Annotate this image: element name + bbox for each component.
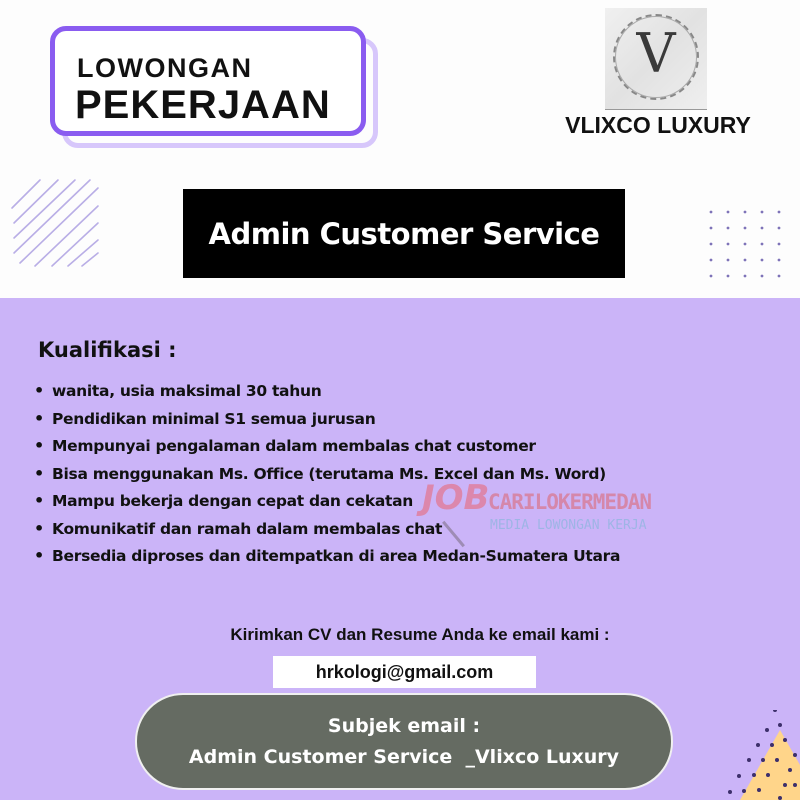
watermark-title: CARILOKERMEDAN (488, 490, 652, 514)
company-name: VLIXCO LUXURY (565, 112, 751, 138)
qualifications-heading: Kualifikasi : (38, 338, 177, 362)
header-section (0, 0, 800, 298)
qualifications-list (34, 377, 620, 570)
position-title-banner (183, 189, 625, 278)
subject-value: Admin Customer Service _Vlixco Luxury (188, 745, 620, 768)
diagonal-stripes-decoration-icon (10, 178, 100, 278)
list-item: • Bisa menggunakan Ms. Office (terutama Ms. Excel dan Ms. Word) (34, 460, 620, 488)
dot-grid-decoration-icon (706, 207, 796, 287)
list-item: • Komunikatif dan ramah dalam membalas chat (34, 515, 620, 543)
list-item: • Pendidikan minimal S1 semua jurusan (34, 405, 620, 433)
logo-letter: V (636, 22, 676, 85)
position-title: Admin Customer Service (208, 216, 600, 251)
contact-email[interactable]: hrkologi@gmail.com (273, 656, 536, 688)
watermark-magnifier-icon: JOB (422, 478, 490, 518)
company-logo (605, 8, 707, 110)
email-subject-box (135, 693, 673, 790)
subject-label: Subjek email : (327, 714, 481, 737)
dotted-triangle-decoration-icon (700, 710, 800, 800)
job-vacancy-badge (50, 26, 366, 136)
list-item: • Bersedia diproses dan ditempatkan di area Medan-Sumatera Utara (34, 542, 620, 570)
badge-line2: PEKERJAAN (75, 83, 331, 127)
apply-instruction: Kirimkan CV dan Resume Anda ke email kami : (230, 625, 610, 644)
badge-line1: LOWONGAN (77, 53, 253, 83)
list-item: • Mampu bekerja dengan cepat dan cekatan (34, 487, 620, 515)
watermark-subtitle: MEDIA LOWONGAN KERJA (490, 518, 647, 533)
list-item: • Mempunyai pengalaman dalam membalas chat customer (34, 432, 620, 460)
list-item: • wanita, usia maksimal 30 tahun (34, 377, 620, 405)
